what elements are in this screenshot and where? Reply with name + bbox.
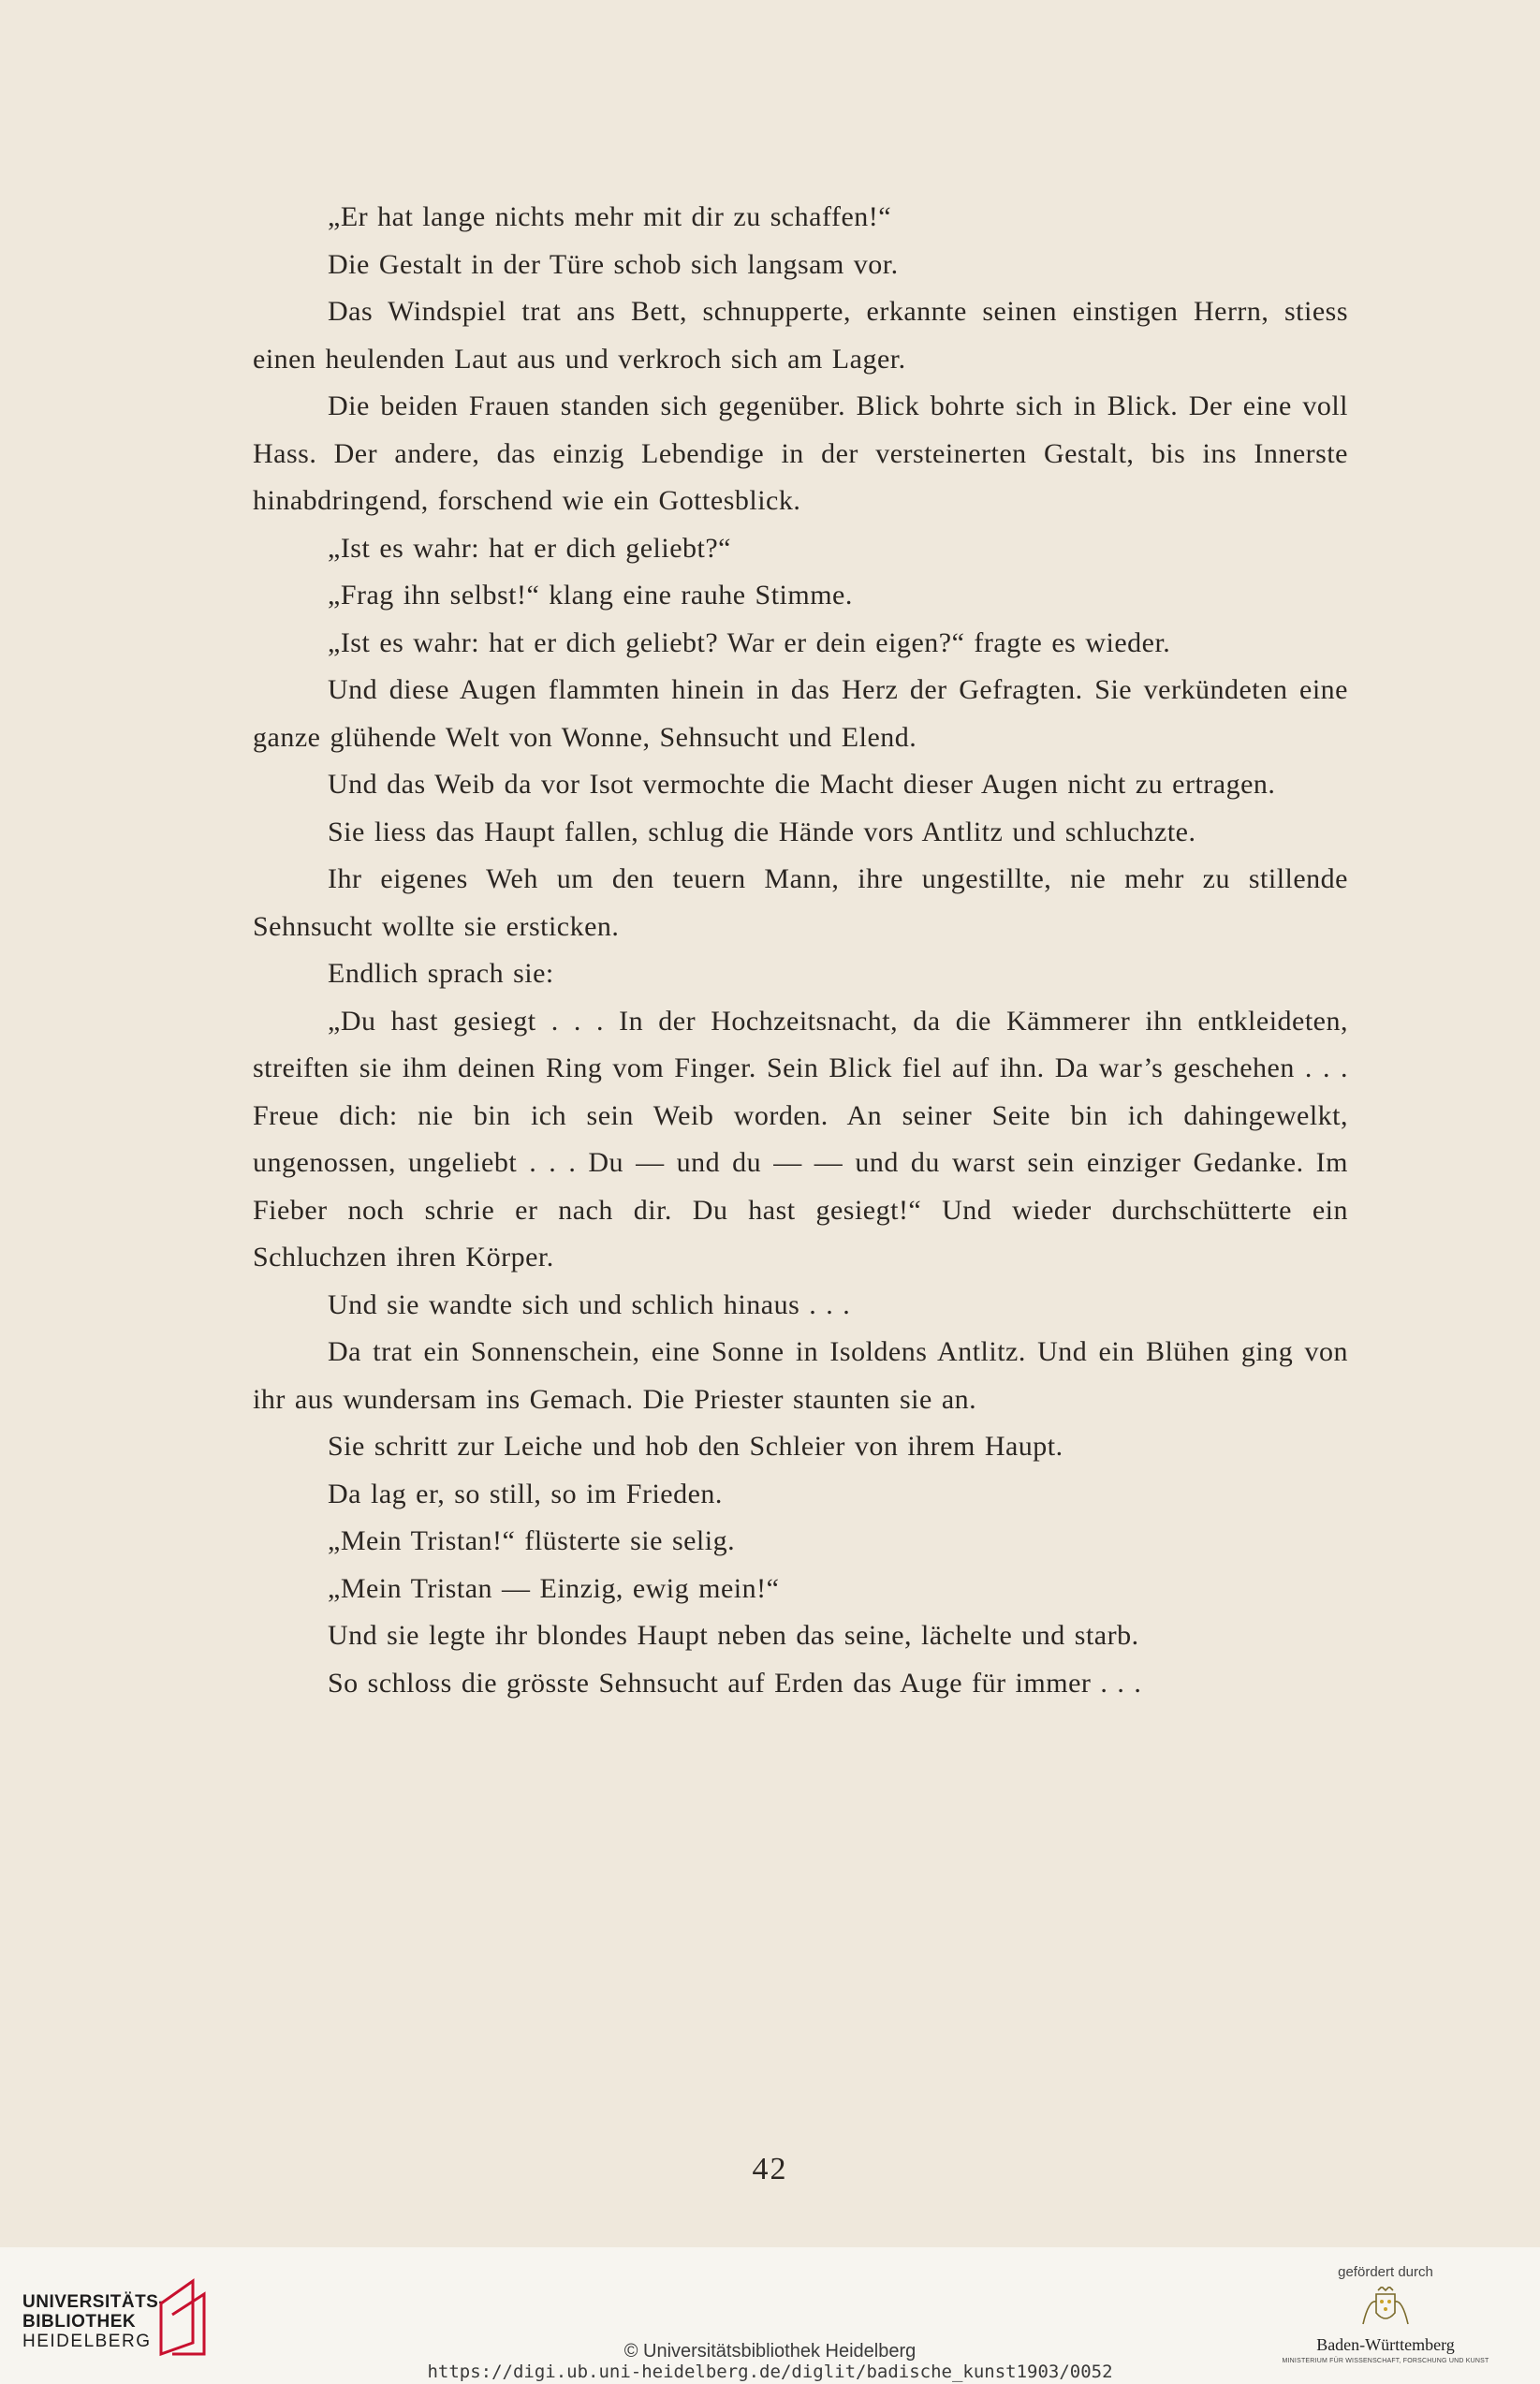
paragraph: Und sie legte ihr blondes Haupt neben das seine, lächelte und starb. — [328, 1620, 1139, 1651]
page-number: 42 — [752, 2152, 788, 2186]
paragraph: „Du hast gesiegt . . . In der Hochzeitsnacht, da die Kämmerer ihn entkleideten, streiften sie ihm deinen Ring vom Finger. Sein Blick fiel auf ihn. Da war’s geschehen . . . Freue dich: nie bin ich sein Weib worden. An seiner Seite bin ich dahingewelkt, ungenossen, ungeliebt . . . Du — und du — — und du warst sein einziger Gedanke. Im Fieber noch schrie er nach dir. Du hast gesiegt!“ Und wieder durchschütterte ein Schluchzen ihren Körper. — [253, 1005, 1348, 1273]
paragraph: So schloss die grösste Sehnsucht auf Erden das Auge für immer . . . — [328, 1667, 1142, 1699]
paragraph: Und das Weib da vor Isot vermochte die Macht dieser Augen nicht zu ertragen. — [328, 769, 1276, 800]
paragraph: Ihr eigenes Weh um den teuern Mann, ihre ungestillte, nie mehr zu stillende Sehnsucht wollte sie ersticken. — [253, 863, 1348, 942]
coat-of-arms-icon — [1359, 2287, 1412, 2332]
library-name-line2: BIBLIOTHEK — [22, 2312, 137, 2332]
paragraph: „Ist es wahr: hat er dich geliebt? War er dein eigen?“ fragte es wieder. — [328, 626, 1171, 658]
paragraph: „Er hat lange nichts mehr mit dir zu schaffen!“ — [328, 201, 892, 232]
paragraph: Da lag er, so still, so im Frieden. — [328, 1478, 723, 1509]
paragraph: Da trat ein Sonnenschein, eine Sonne in Isoldens Antlitz. Und ein Blühen ging von ihr aus wundersam ins Gemach. Die Priester staunten sie an. — [253, 1336, 1348, 1415]
paragraph: Und diese Augen flammten hinein in das Herz der Gefragten. Sie verkündeten eine ganze glühende Welt von Wonne, Sehnsucht und Elend. — [253, 674, 1348, 753]
library-name-line3: HEIDELBERG — [22, 2332, 152, 2351]
permalink[interactable]: https://digi.ub.uni-heidelberg.de/diglit/badische_kunst1903/0052 — [427, 2362, 1113, 2382]
paragraph: Sie schritt zur Leiche und hob den Schleier von ihrem Haupt. — [328, 1431, 1063, 1462]
paragraph: „Mein Tristan!“ flüsterte sie selig. — [328, 1525, 736, 1556]
funder-name: Baden-Württemberg — [1316, 2335, 1455, 2354]
body-text — [253, 194, 1348, 1707]
paragraph: „Ist es wahr: hat er dich geliebt?“ — [328, 532, 731, 564]
library-name-line1: UNIVERSITÄTS- — [22, 2292, 166, 2312]
funded-by-label: gefördert durch — [1338, 2264, 1433, 2280]
paragraph: Sie liess das Haupt fallen, schlug die Hände vors Antlitz und schluchzte. — [328, 816, 1196, 847]
paragraph: Die Gestalt in der Türe schob sich langsam vor. — [328, 248, 899, 280]
paragraph: Das Windspiel trat ans Bett, schnupperte, erkannte seinen einstigen Herrn, stiess einen heulenden Laut aus und verkroch sich am Lager. — [253, 296, 1348, 375]
copyright-notice: © Universitätsbibliothek Heidelberg — [623, 2341, 917, 2362]
paragraph: Endlich sprach sie: — [328, 958, 554, 989]
paragraph: „Frag ihn selbst!“ klang eine rauhe Stimme. — [328, 580, 853, 611]
paragraph: „Mein Tristan — Einzig, ewig mein!“ — [328, 1572, 780, 1604]
paragraph: Die beiden Frauen standen sich gegenüber. Blick bohrte sich in Blick. Der eine voll Hass. Der andere, das einzig Lebendige in der versteinerten Gestalt, bis ins Innerste hinabdringend, forschend wie ein Gottesblick. — [253, 390, 1348, 516]
funder-ministry: MINISTERIUM FÜR WISSENSCHAFT, FORSCHUNG UND KUNST — [1282, 2358, 1489, 2364]
paragraph: Und sie wandte sich und schlich hinaus . . . — [328, 1288, 851, 1320]
